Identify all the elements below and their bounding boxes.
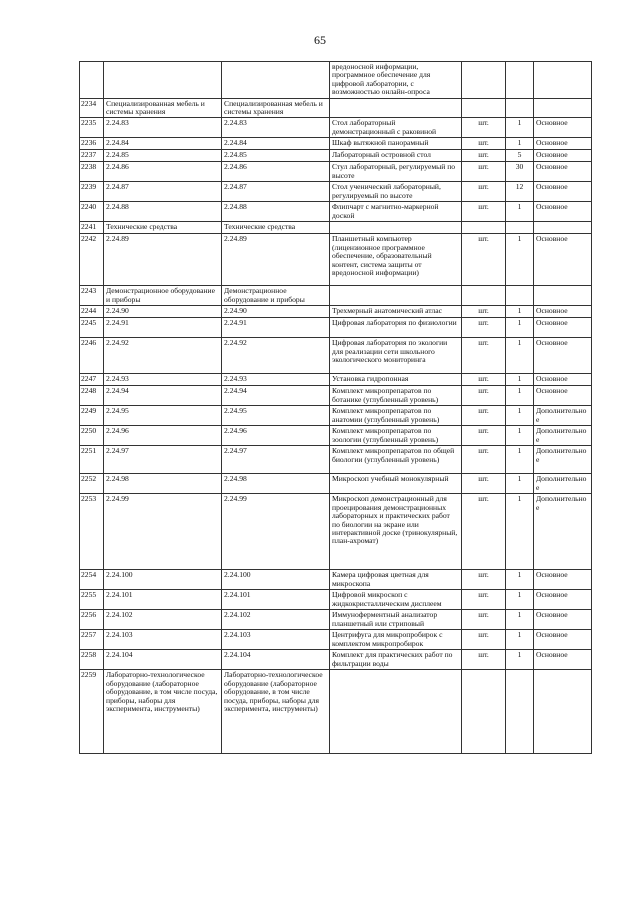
code-cell-secondary: 2.24.84 <box>222 138 330 150</box>
quantity-cell: 1 <box>506 202 534 222</box>
item-name-cell: Комплект микропрепаратов по ботанике (углубленный уровень) <box>330 386 462 406</box>
type-cell: Основное <box>534 234 592 286</box>
unit-cell: шт. <box>462 306 506 318</box>
table-row <box>80 406 592 426</box>
quantity-cell: 1 <box>506 406 534 426</box>
code-cell-secondary: 2.24.104 <box>222 650 330 670</box>
quantity-cell <box>506 670 534 754</box>
code-cell-secondary: 2.24.95 <box>222 406 330 426</box>
row-number: 2242 <box>80 234 104 286</box>
code-cell: 2.24.96 <box>104 426 222 446</box>
item-name-cell: Цифровой микроскоп с жидкокристаллическим дисплеем <box>330 590 462 610</box>
type-cell: Основное <box>534 374 592 386</box>
code-cell-secondary: 2.24.94 <box>222 386 330 406</box>
unit-cell: шт. <box>462 138 506 150</box>
row-number: 2243 <box>80 286 104 306</box>
item-name-cell: Камера цифровая цветная для микроскопа <box>330 570 462 590</box>
type-cell: Дополнительное <box>534 426 592 446</box>
item-name-cell: Флипчарт с магнитно-маркерной доской <box>330 202 462 222</box>
item-name-cell: Трехмерный анатомический атлас <box>330 306 462 318</box>
code-cell: 2.24.94 <box>104 386 222 406</box>
code-cell: 2.24.102 <box>104 610 222 630</box>
item-name-cell <box>330 286 462 306</box>
code-cell: 2.24.95 <box>104 406 222 426</box>
quantity-cell: 1 <box>506 386 534 406</box>
item-name-cell: Стул лабораторный, регулируемый по высоте <box>330 162 462 182</box>
quantity-cell: 5 <box>506 150 534 162</box>
row-number: 2255 <box>80 590 104 610</box>
code-cell: 2.24.84 <box>104 138 222 150</box>
item-name-cell: Стол лабораторный демонстрационный с раковиной <box>330 118 462 138</box>
code-cell-secondary: 2.24.100 <box>222 570 330 590</box>
row-number: 2240 <box>80 202 104 222</box>
row-number: 2246 <box>80 338 104 374</box>
table-row <box>80 162 592 182</box>
quantity-cell: 1 <box>506 650 534 670</box>
item-name-cell: Иммуноферментный анализатор планшетный или стриповый <box>330 610 462 630</box>
quantity-cell: 1 <box>506 474 534 494</box>
unit-cell: шт. <box>462 202 506 222</box>
item-name-cell: Микроскоп учебный монокулярный <box>330 474 462 494</box>
row-number: 2234 <box>80 98 104 118</box>
table-row <box>80 202 592 222</box>
row-number <box>80 62 104 99</box>
type-cell: Основное <box>534 610 592 630</box>
code-cell-secondary: 2.24.102 <box>222 610 330 630</box>
code-cell-secondary: 2.24.103 <box>222 630 330 650</box>
quantity-cell: 1 <box>506 494 534 570</box>
type-cell: Основное <box>534 630 592 650</box>
quantity-cell: 1 <box>506 318 534 338</box>
code-cell-secondary: 2.24.89 <box>222 234 330 286</box>
quantity-cell: 1 <box>506 570 534 590</box>
row-number: 2250 <box>80 426 104 446</box>
row-number: 2245 <box>80 318 104 338</box>
type-cell: Дополнительное <box>534 406 592 426</box>
code-cell-secondary: 2.24.97 <box>222 446 330 474</box>
unit-cell: шт. <box>462 650 506 670</box>
quantity-cell <box>506 98 534 118</box>
type-cell: Основное <box>534 118 592 138</box>
code-cell: Специализированная мебель и системы хранения <box>104 98 222 118</box>
unit-cell: шт. <box>462 118 506 138</box>
type-cell: Основное <box>534 650 592 670</box>
code-cell-secondary: Демонстрационное оборудование и приборы <box>222 286 330 306</box>
table-row <box>80 426 592 446</box>
type-cell <box>534 670 592 754</box>
code-cell: 2.24.93 <box>104 374 222 386</box>
table-row <box>80 286 592 306</box>
table-row <box>80 182 592 202</box>
table-row <box>80 610 592 630</box>
unit-cell: шт. <box>462 318 506 338</box>
code-cell: 2.24.87 <box>104 182 222 202</box>
unit-cell <box>462 222 506 234</box>
table-row <box>80 306 592 318</box>
row-number: 2244 <box>80 306 104 318</box>
code-cell-secondary: 2.24.83 <box>222 118 330 138</box>
row-number: 2249 <box>80 406 104 426</box>
quantity-cell: 1 <box>506 138 534 150</box>
item-name-cell: Стол ученический лабораторный, регулируемый по высоте <box>330 182 462 202</box>
row-number: 2248 <box>80 386 104 406</box>
code-cell: 2.24.103 <box>104 630 222 650</box>
unit-cell: шт. <box>462 150 506 162</box>
table-row <box>80 374 592 386</box>
row-number: 2253 <box>80 494 104 570</box>
code-cell: 2.24.92 <box>104 338 222 374</box>
quantity-cell: 1 <box>506 590 534 610</box>
type-cell: Основное <box>534 182 592 202</box>
quantity-cell <box>506 286 534 306</box>
code-cell: 2.24.83 <box>104 118 222 138</box>
code-cell: 2.24.89 <box>104 234 222 286</box>
type-cell: Основное <box>534 306 592 318</box>
quantity-cell: 1 <box>506 374 534 386</box>
code-cell-secondary: 2.24.90 <box>222 306 330 318</box>
table-row <box>80 670 592 754</box>
unit-cell: шт. <box>462 406 506 426</box>
row-number: 2256 <box>80 610 104 630</box>
code-cell: 2.24.97 <box>104 446 222 474</box>
unit-cell <box>462 286 506 306</box>
row-number: 2251 <box>80 446 104 474</box>
table-row <box>80 234 592 286</box>
code-cell: 2.24.100 <box>104 570 222 590</box>
row-number: 2236 <box>80 138 104 150</box>
table-row <box>80 650 592 670</box>
item-name-cell: Комплект для практических работ по фильтрации воды <box>330 650 462 670</box>
unit-cell: шт. <box>462 374 506 386</box>
code-cell: Технические средства <box>104 222 222 234</box>
unit-cell: шт. <box>462 590 506 610</box>
unit-cell: шт. <box>462 162 506 182</box>
table-row <box>80 318 592 338</box>
item-name-cell <box>330 222 462 234</box>
code-cell: 2.24.99 <box>104 494 222 570</box>
unit-cell <box>462 670 506 754</box>
quantity-cell: 1 <box>506 306 534 318</box>
code-cell-secondary: 2.24.86 <box>222 162 330 182</box>
quantity-cell <box>506 222 534 234</box>
row-number: 2259 <box>80 670 104 754</box>
unit-cell <box>462 62 506 99</box>
item-name-cell <box>330 670 462 754</box>
type-cell <box>534 98 592 118</box>
table-row <box>80 118 592 138</box>
quantity-cell: 30 <box>506 162 534 182</box>
type-cell: Основное <box>534 318 592 338</box>
table-row <box>80 150 592 162</box>
item-name-cell <box>330 98 462 118</box>
quantity-cell: 1 <box>506 426 534 446</box>
type-cell <box>534 222 592 234</box>
code-cell-secondary: 2.24.98 <box>222 474 330 494</box>
item-name-cell: Лабораторный островной стол <box>330 150 462 162</box>
unit-cell: шт. <box>462 182 506 202</box>
type-cell <box>534 286 592 306</box>
type-cell: Дополнительное <box>534 446 592 474</box>
type-cell: Основное <box>534 202 592 222</box>
type-cell: Основное <box>534 386 592 406</box>
code-cell: 2.24.85 <box>104 150 222 162</box>
table-row <box>80 590 592 610</box>
unit-cell: шт. <box>462 630 506 650</box>
quantity-cell: 12 <box>506 182 534 202</box>
page-number: 65 <box>314 33 326 47</box>
item-name-cell: Комплект микропрепаратов по анатомии (углубленный уровень) <box>330 406 462 426</box>
type-cell: Основное <box>534 138 592 150</box>
row-number: 2235 <box>80 118 104 138</box>
code-cell: 2.24.90 <box>104 306 222 318</box>
unit-cell: шт. <box>462 234 506 286</box>
unit-cell: шт. <box>462 446 506 474</box>
table-row <box>80 494 592 570</box>
row-number: 2238 <box>80 162 104 182</box>
unit-cell: шт. <box>462 338 506 374</box>
type-cell: Основное <box>534 150 592 162</box>
code-cell: Лабораторно-технологическое оборудование (лабораторное оборудование, в том числе посуда, приборы, наборы для эксперимента, инструменты) <box>104 670 222 754</box>
code-cell-secondary: Технические средства <box>222 222 330 234</box>
item-name-cell: Установка гидропонная <box>330 374 462 386</box>
type-cell: Основное <box>534 338 592 374</box>
row-number: 2257 <box>80 630 104 650</box>
code-cell-secondary: 2.24.87 <box>222 182 330 202</box>
unit-cell: шт. <box>462 426 506 446</box>
code-cell-secondary: Специализированная мебель и системы хранения <box>222 98 330 118</box>
code-cell-secondary: 2.24.96 <box>222 426 330 446</box>
code-cell-secondary: 2.24.85 <box>222 150 330 162</box>
item-name-cell: Планшетный компьютер (лицензионное программное обеспечение, образовательный контент, система защиты от вредоносной информации) <box>330 234 462 286</box>
code-cell: 2.24.91 <box>104 318 222 338</box>
quantity-cell: 1 <box>506 446 534 474</box>
code-cell-secondary: 2.24.88 <box>222 202 330 222</box>
code-cell: 2.24.101 <box>104 590 222 610</box>
table-row <box>80 98 592 118</box>
unit-cell: шт. <box>462 570 506 590</box>
quantity-cell: 1 <box>506 338 534 374</box>
table-row <box>80 474 592 494</box>
type-cell: Дополнительное <box>534 474 592 494</box>
table-row <box>80 386 592 406</box>
item-name-cell: вредоносной информации, программное обеспечение для цифровой лаборатории, с возможностью онлайн-опроса <box>330 62 462 99</box>
row-number: 2254 <box>80 570 104 590</box>
code-cell: 2.24.104 <box>104 650 222 670</box>
quantity-cell: 1 <box>506 630 534 650</box>
code-cell: 2.24.98 <box>104 474 222 494</box>
equipment-table <box>79 61 592 754</box>
item-name-cell: Комплект микропрепаратов по общей биологии (углубленный уровень) <box>330 446 462 474</box>
row-number: 2258 <box>80 650 104 670</box>
code-cell <box>104 62 222 99</box>
table-row <box>80 62 592 99</box>
unit-cell: шт. <box>462 494 506 570</box>
type-cell: Дополнительное <box>534 494 592 570</box>
unit-cell: шт. <box>462 474 506 494</box>
code-cell-secondary: 2.24.101 <box>222 590 330 610</box>
row-number: 2239 <box>80 182 104 202</box>
table-row <box>80 138 592 150</box>
table-row <box>80 570 592 590</box>
type-cell: Основное <box>534 570 592 590</box>
type-cell <box>534 62 592 99</box>
row-number: 2252 <box>80 474 104 494</box>
item-name-cell: Центрифуга для микропробирок с комплектом микропробирок <box>330 630 462 650</box>
quantity-cell: 1 <box>506 610 534 630</box>
table-row <box>80 630 592 650</box>
table-row <box>80 446 592 474</box>
code-cell: 2.24.86 <box>104 162 222 182</box>
unit-cell <box>462 98 506 118</box>
type-cell: Основное <box>534 590 592 610</box>
row-number: 2247 <box>80 374 104 386</box>
table-row <box>80 222 592 234</box>
row-number: 2241 <box>80 222 104 234</box>
code-cell: 2.24.88 <box>104 202 222 222</box>
code-cell-secondary: 2.24.99 <box>222 494 330 570</box>
code-cell: Демонстрационное оборудование и приборы <box>104 286 222 306</box>
code-cell-secondary <box>222 62 330 99</box>
code-cell-secondary: 2.24.93 <box>222 374 330 386</box>
quantity-cell <box>506 62 534 99</box>
type-cell: Основное <box>534 162 592 182</box>
quantity-cell: 1 <box>506 118 534 138</box>
row-number: 2237 <box>80 150 104 162</box>
unit-cell: шт. <box>462 386 506 406</box>
code-cell-secondary: Лабораторно-технологическое оборудование (лабораторное оборудование, в том числе посуда, приборы, наборы для эксперимента, инструменты) <box>222 670 330 754</box>
item-name-cell: Комплект микропрепаратов по зоологии (углубленный уровень) <box>330 426 462 446</box>
quantity-cell: 1 <box>506 234 534 286</box>
code-cell-secondary: 2.24.91 <box>222 318 330 338</box>
item-name-cell: Шкаф вытяжной панорамный <box>330 138 462 150</box>
unit-cell: шт. <box>462 610 506 630</box>
item-name-cell: Цифровая лаборатория по физиологии <box>330 318 462 338</box>
item-name-cell: Микроскоп демонстрационный для проецирования демонстрационных лабораторных и практических работ по биологии на экране или интерактивной доске (тринокулярный, план-ахромат) <box>330 494 462 570</box>
code-cell-secondary: 2.24.92 <box>222 338 330 374</box>
item-name-cell: Цифровая лаборатория по экологии для реализации сети школьного экологического мониторинга <box>330 338 462 374</box>
table-row <box>80 338 592 374</box>
